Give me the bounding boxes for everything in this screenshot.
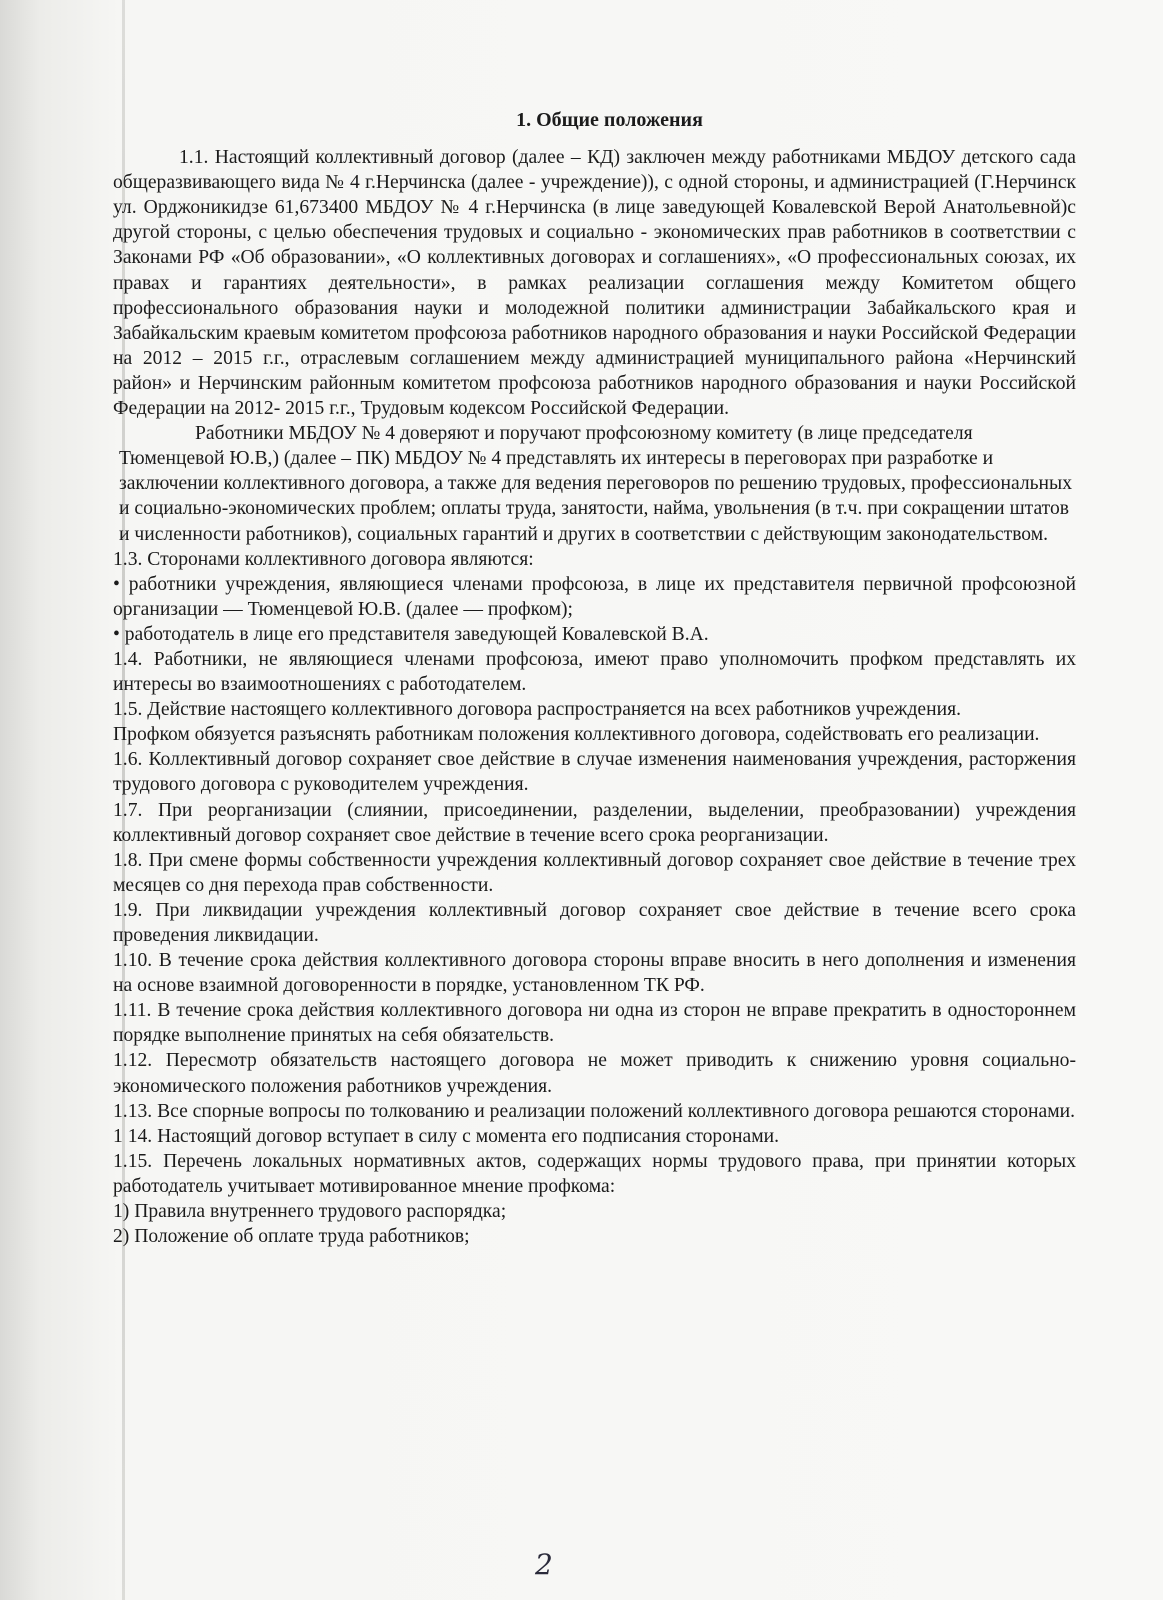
clause-1-8: 1.8. При смене формы собственности учреждения коллективный договор сохраняет свое действие в течение трех месяцев со дня перехода прав собственности. [113,849,1076,896]
clause-1-3: 1.3. Сторонами коллективного договора являются: [113,548,534,570]
list-item-pay-regulation: 2) Положение об оплате труда работников; [113,1226,470,1248]
clause-1-7: 1.7. При реорганизации (слиянии, присоединении, разделении, выделении, преобразовании) учреждения коллективный договор сохраняет свое действие в течение всего срока реорганизации. [113,799,1076,846]
clause-1-9: 1.9. При ликвидации учреждения коллективный договор сохраняет свое действие в течение всего срока проведения ликвидации. [113,899,1076,946]
clause-1-14: 1 14. Настоящий договор вступает в силу с момента его подписания сторонами. [113,1125,779,1147]
clause-1-5: 1.5. Действие настоящего коллективного договора распространяется на всех работников учреждения. [113,699,962,721]
clause-1-11: 1.11. В течение срока действия коллективного договора ни одна из сторон не вправе прекратить в одностороннем порядке выполнение принятых на себя обязательств. [113,1000,1076,1047]
party-employer: • работодатель в лице его представителя заведующей Ковалевской В.А. [113,623,709,645]
page-number: 2 [535,1548,553,1581]
clause-1-4: 1.4. Работники, не являющиеся членами профсоюза, имеют право уполномочить профком представлять их интересы во взаимоотношениях с работодателем. [113,648,1076,696]
clause-1-12: 1.12. Пересмотр обязательств настоящего договора не может приводить к снижению уровня социально-экономического положения работников учреждения. [113,1050,1076,1097]
profkom-obligation: Профком обязуется разъяснять работникам положения коллективного договора, содействовать его реализации. [113,724,1040,746]
clause-1-6: 1.6. Коллективный договор сохраняет свое действие в случае изменения наименования учреждения, расторжения трудового договора с руководителем учреждения. [113,749,1076,796]
list-item-rules: 1) Правила внутреннего трудового распорядка; [113,1201,507,1223]
document-body [113,108,1076,1249]
section-heading: 1. Общие положения [516,109,703,131]
clause-1-1: 1.1. Настоящий коллективный договор (далее – КД) заключен между работниками МБДОУ детского сада общеразвивающего вида № 4 г.Нерчинска (далее - учреждение)), с одной стороны, и администрацией (Г.Нерчинск ул. Орджоникидзе 61,673400 МБДОУ № 4 г.Нерчинска (в лице заведующей Ковалевской Верой Анатольевной)с другой стороны, с целью обеспечения трудовых и социально - экономических прав работников в соответствии с Законами РФ «Об образовании», «О коллективных договорах и соглашениях», «О профессиональных союзах, их правах и гарантиях деятельности», в рамках реализации соглашения между Комитетом общего профессионального образования науки и молодежной политики администрации Забайкальского края и Забайкальским краевым комитетом профсоюза работников народного образования и науки Российской Федерации на 2012 – 2015 г.г., отраслевым соглашением между администрацией муниципального района «Нерчинский район» и Нерчинским районным комитетом профсоюза работников народного образования и науки Российской Федерации на 2012- 2015 г.г., Трудовым кодексом Российской Федерации. [113,147,1076,420]
party-workers: • работники учреждения, являющиеся членами профсоюза, в лице их представителя первичной профсоюзной организации — Тюменцевой Ю.В. (далее — профком); [113,573,1076,620]
clause-1-10: 1.10. В течение срока действия коллективного договора стороны вправе вносить в него дополнения и изменения на основе взаимной договоренности в порядке, установленном ТК РФ. [113,950,1076,997]
clause-1-13: 1.13. Все спорные вопросы по толкованию и реализации положений коллективного договора решаются сторонами. [113,1100,1075,1122]
delegation-paragraph: Работники МБДОУ № 4 доверяют и поручают профсоюзному комитету (в лице председателя Тюменцевой Ю.В,) (далее – ПК) МБДОУ № 4 представлять их интересы в переговорах при разработке и заключении коллективного договора, а также для ведения переговоров по решению трудовых, профессиональных и социально-экономических проблем; оплаты труда, занятости, найма, увольнения (в т.ч. при сокращении штатов и численности работников), социальных гарантий и других в соответствии с действующим законодательством. [119,423,1072,545]
clause-1-15: 1.15. Перечень локальных нормативных актов, содержащих нормы трудового права, при принятии которых работодатель учитывает мотивированное мнение профкома: [113,1150,1076,1197]
